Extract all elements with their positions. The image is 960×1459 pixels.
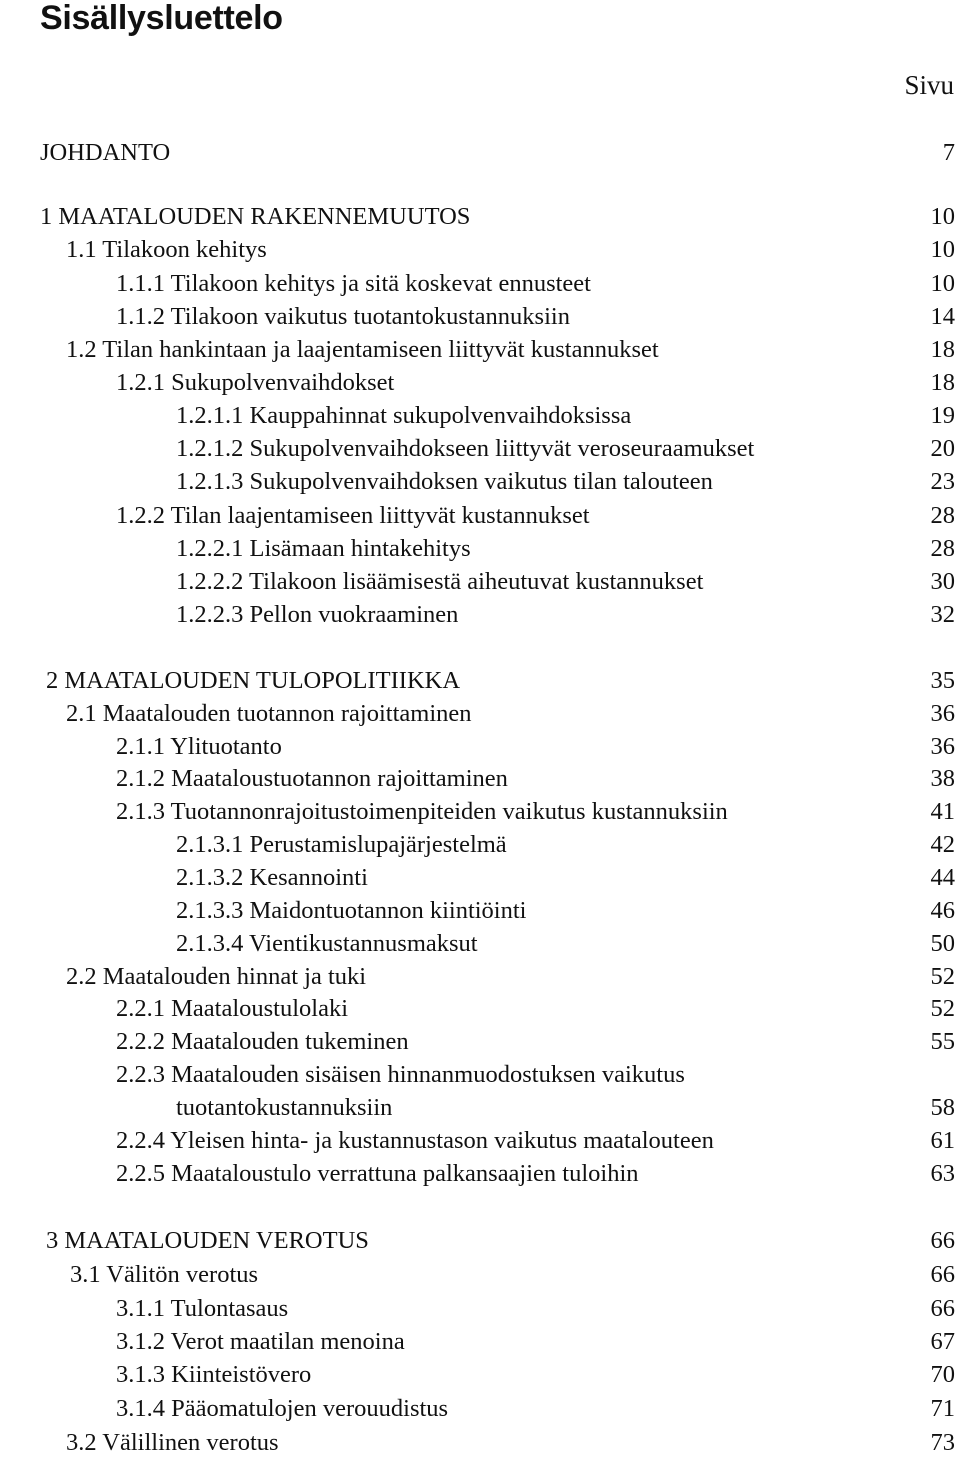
toc-entry-title: 3.1.4 Pääomatulojen verouudistus xyxy=(116,1395,449,1422)
toc-entry-title: 1.1.2 Tilakoon vaikutus tuotantokustannuksiin xyxy=(116,303,570,330)
toc-entry[interactable] xyxy=(0,1393,960,1425)
toc-entry-title: 2.1.3.2 Kesannointi xyxy=(176,864,368,891)
toc-entry-title: 2.2.2 Maatalouden tukeminen xyxy=(116,1028,409,1055)
toc-entry-title: 3.1 Välitön verotus xyxy=(70,1261,259,1288)
toc-entry-title: 1.2.2.3 Pellon vuokraaminen xyxy=(176,601,459,628)
toc-entry-page-number: 32 xyxy=(930,601,955,628)
toc-entry-page-number: 52 xyxy=(930,995,955,1022)
toc-entry[interactable] xyxy=(0,566,960,598)
toc-entry-page-number: 52 xyxy=(930,963,955,990)
toc-entry-title: 3.2 Välillinen verotus xyxy=(66,1429,279,1456)
toc-entry-page-number: 36 xyxy=(930,700,955,727)
toc-entry[interactable] xyxy=(0,665,960,697)
toc-entry-page-number: 38 xyxy=(930,765,955,792)
toc-entry-page-number: 19 xyxy=(930,402,955,429)
toc-entry-title: 1.2.1.3 Sukupolvenvaihdoksen vaikutus tilan talouteen xyxy=(176,468,713,495)
toc-entry-page-number: 50 xyxy=(930,930,955,957)
toc-entry-title: 2 MAATALOUDEN TULOPOLITIIKKA xyxy=(46,667,461,694)
toc-entry-title: 2.1 Maatalouden tuotannon rajoittaminen xyxy=(66,700,472,727)
toc-entry-title: 3.1.3 Kiinteistövero xyxy=(116,1361,312,1388)
toc-entry-page-number: 7 xyxy=(942,139,955,166)
toc-entry[interactable] xyxy=(0,1158,960,1190)
toc-entry[interactable] xyxy=(0,1026,960,1058)
toc-entry[interactable] xyxy=(0,433,960,465)
toc-entry-title: 2.2 Maatalouden hinnat ja tuki xyxy=(66,963,367,990)
toc-entry[interactable] xyxy=(0,698,960,730)
toc-entry-page-number: 70 xyxy=(930,1361,955,1388)
toc-entry-page-number: 71 xyxy=(930,1395,955,1422)
toc-entry-page-number: 20 xyxy=(930,435,955,462)
toc-entry-page-number: 18 xyxy=(930,336,955,363)
toc-entry-page-number: 14 xyxy=(930,303,955,330)
toc-entry[interactable] xyxy=(0,268,960,300)
toc-entry-page-number: 23 xyxy=(930,468,955,495)
toc-entry-title: 2.1.1 Ylituotanto xyxy=(116,733,282,760)
toc-entry-page-number: 28 xyxy=(930,535,955,562)
toc-entry[interactable] xyxy=(0,1225,960,1257)
toc-entry[interactable] xyxy=(0,334,960,366)
toc-entry-page-number: 66 xyxy=(930,1295,955,1322)
toc-entry[interactable] xyxy=(0,961,960,993)
toc-entry[interactable] xyxy=(0,829,960,861)
toc-entry-page-number: 61 xyxy=(930,1127,955,1154)
toc-entry-page-number: 42 xyxy=(930,831,955,858)
toc-entry-title: tuotantokustannuksiin xyxy=(176,1094,393,1121)
toc-entry[interactable] xyxy=(0,1427,960,1459)
toc-entry-page-number: 10 xyxy=(930,203,955,230)
toc-entry-title: 1.2.2.1 Lisämaan hintakehitys xyxy=(176,535,471,562)
toc-entry[interactable] xyxy=(0,1259,960,1291)
toc-entry-page-number: 10 xyxy=(930,236,955,263)
toc-entry[interactable] xyxy=(0,400,960,432)
toc-entry-page-number: 36 xyxy=(930,733,955,760)
toc-entry-page-number: 18 xyxy=(930,369,955,396)
toc-entry[interactable] xyxy=(0,500,960,532)
toc-entry[interactable] xyxy=(0,1359,960,1391)
toc-entry[interactable] xyxy=(0,533,960,565)
toc-entry[interactable] xyxy=(0,1326,960,1358)
toc-entry-title: 2.1.3.1 Perustamislupajärjestelmä xyxy=(176,831,507,858)
toc-entry-page-number: 66 xyxy=(930,1227,955,1254)
toc-entry-title: 1.2.1.2 Sukupolvenvaihdokseen liittyvät veroseuraamukset xyxy=(176,435,755,462)
toc-entry[interactable] xyxy=(0,137,960,169)
toc-entry[interactable] xyxy=(0,1092,960,1124)
toc-entry-title: 2.2.5 Maataloustulo verrattuna palkansaajien tuloihin xyxy=(116,1160,639,1187)
toc-entry-page-number: 44 xyxy=(930,864,955,891)
toc-entry-title: 2.1.2 Maataloustuotannon rajoittaminen xyxy=(116,765,508,792)
toc-entry-title: 2.2.1 Maataloustulolaki xyxy=(116,995,349,1022)
toc-entry-title: 3.1.1 Tulontasaus xyxy=(116,1295,289,1322)
toc-entry-page-number: 66 xyxy=(930,1261,955,1288)
toc-entry[interactable] xyxy=(0,1293,960,1325)
toc-entry-page-number: 46 xyxy=(930,897,955,924)
toc-entry[interactable] xyxy=(0,301,960,333)
toc-entry-title: 2.2.3 Maatalouden sisäisen hinnanmuodostuksen vaikutus xyxy=(116,1061,685,1088)
toc-entry-page-number: 58 xyxy=(930,1094,955,1121)
toc-entry-page-number: 30 xyxy=(930,568,955,595)
toc-entry-title: 3.1.2 Verot maatilan menoina xyxy=(116,1328,405,1355)
toc-entry-title: 1.2.1.1 Kauppahinnat sukupolvenvaihdoksissa xyxy=(176,402,632,429)
toc-entry-title: 1.2 Tilan hankintaan ja laajentamiseen liittyvät kustannukset xyxy=(66,336,659,363)
toc-entry-page-number: 63 xyxy=(930,1160,955,1187)
toc-entry[interactable] xyxy=(0,928,960,960)
toc-entry-title: JOHDANTO xyxy=(40,139,171,166)
toc-entry-title: 3 MAATALOUDEN VEROTUS xyxy=(46,1227,369,1254)
toc-entry-page-number: 67 xyxy=(930,1328,955,1355)
toc-entry-title: 2.1.3 Tuotannonrajoitustoimenpiteiden vaikutus kustannuksiin xyxy=(116,798,728,825)
toc-entry[interactable] xyxy=(0,862,960,894)
toc-entry[interactable] xyxy=(0,796,960,828)
toc-entry[interactable] xyxy=(0,763,960,795)
toc-entry[interactable] xyxy=(0,993,960,1025)
toc-entry-title: 1.2.1 Sukupolvenvaihdokset xyxy=(116,369,395,396)
toc-entry-title: 1.1.1 Tilakoon kehitys ja sitä koskevat ennusteet xyxy=(116,270,591,297)
page-column-label: Sivu xyxy=(904,70,954,100)
toc-entry[interactable] xyxy=(0,466,960,498)
toc-entry-title: 2.1.3.3 Maidontuotannon kiintiöinti xyxy=(176,897,527,924)
toc-entry-page-number: 41 xyxy=(930,798,955,825)
toc-entry[interactable] xyxy=(0,367,960,399)
toc-entry-page-number: 28 xyxy=(930,502,955,529)
toc-entry-title: 2.2.4 Yleisen hinta- ja kustannustason vaikutus maatalouteen xyxy=(116,1127,714,1154)
toc-entry[interactable] xyxy=(0,731,960,763)
toc-entry[interactable] xyxy=(0,1059,960,1091)
toc-entry-title: 2.1.3.4 Vientikustannusmaksut xyxy=(176,930,478,957)
toc-entry-page-number: 73 xyxy=(930,1429,955,1456)
toc-entry-title: 1.2.2.2 Tilakoon lisäämisestä aiheutuvat kustannukset xyxy=(176,568,704,595)
toc-entry[interactable] xyxy=(0,599,960,631)
toc-entry[interactable] xyxy=(0,895,960,927)
toc-entry[interactable] xyxy=(0,201,960,233)
toc-entry[interactable] xyxy=(0,234,960,266)
toc-entry[interactable] xyxy=(0,1125,960,1157)
toc-entry-title: 1 MAATALOUDEN RAKENNEMUUTOS xyxy=(40,203,471,230)
toc-entry-title: 1.1 Tilakoon kehitys xyxy=(66,236,267,263)
toc-entry-page-number: 35 xyxy=(930,667,955,694)
toc-entry-title: 1.2.2 Tilan laajentamiseen liittyvät kustannukset xyxy=(116,502,590,529)
toc-entry-page-number: 55 xyxy=(930,1028,955,1055)
page-title: Sisällysluettelo xyxy=(40,0,283,37)
toc-entry-page-number: 10 xyxy=(930,270,955,297)
